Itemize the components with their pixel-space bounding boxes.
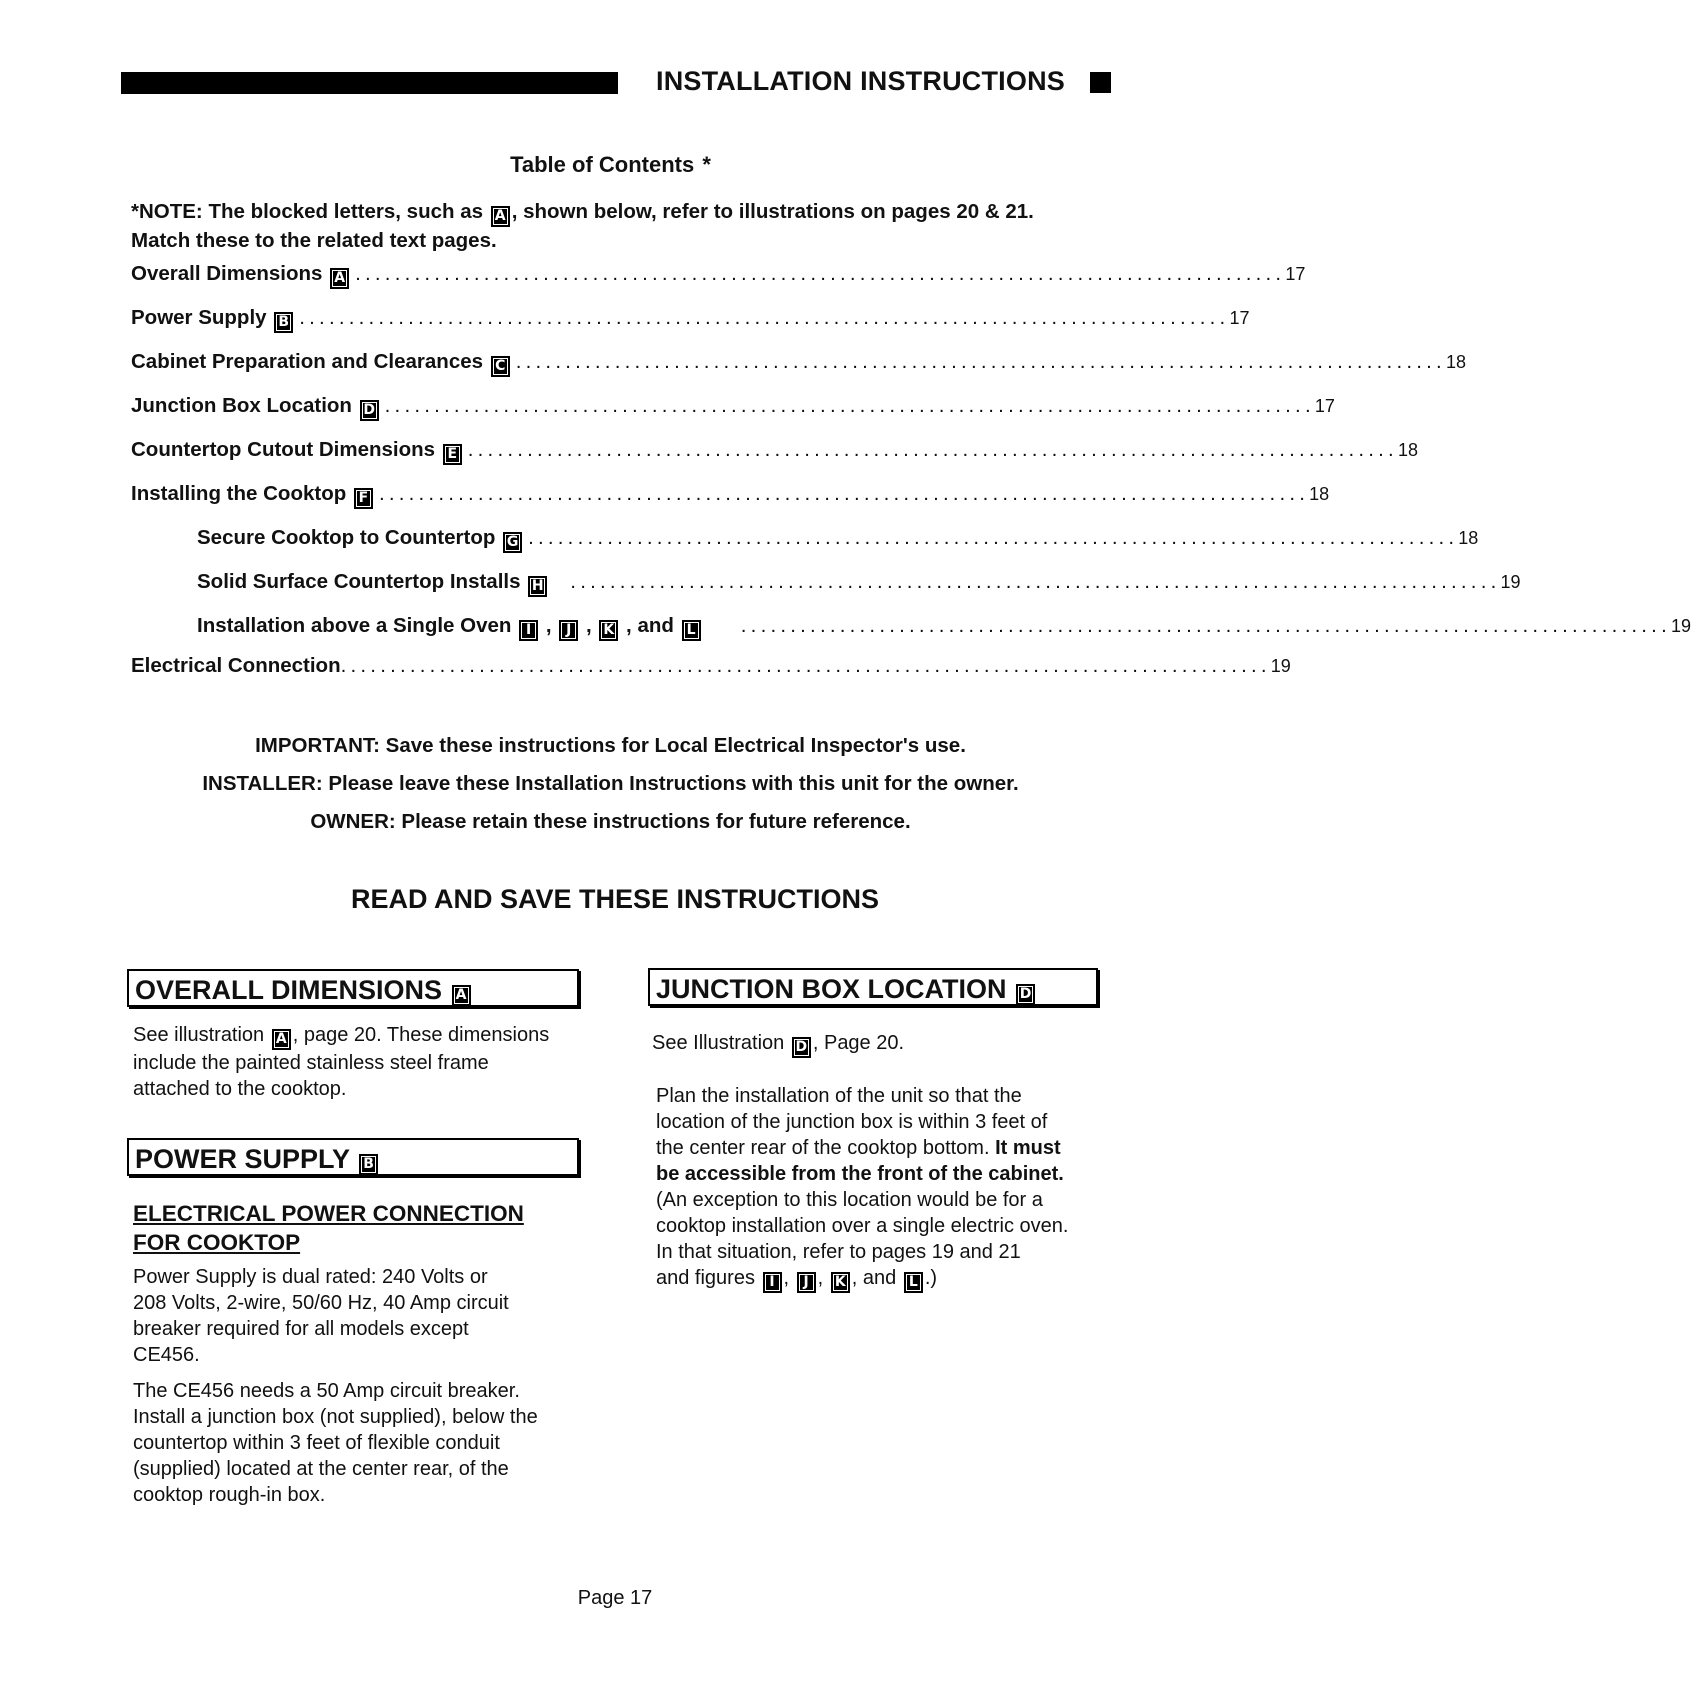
toc-entry-label: Power Supply: [131, 306, 267, 329]
owner-notice: OWNER: Please retain these instructions for future reference.: [310, 810, 911, 833]
text-line: breaker required for all models except: [133, 1318, 469, 1340]
toc-leader-dots: ..............................................................................................: [467, 438, 1398, 461]
see-suffix: , Page 20.: [812, 1032, 905, 1054]
section-title: JUNCTION BOX LOCATION: [656, 974, 1007, 1004]
block-letter-d-icon: D: [360, 400, 379, 421]
block-letter-k-icon: K: [831, 1272, 850, 1293]
text-line: cooktop installation over a single electric oven.: [656, 1215, 1069, 1237]
section-title: POWER SUPPLY: [135, 1144, 350, 1174]
toc-entry-page: 19: [1500, 572, 1521, 592]
text-line: cooktop rough-in box.: [133, 1484, 326, 1506]
note-line2: Match these to the related text pages.: [131, 229, 497, 252]
text-line: the center rear of the cooktop bottom.: [656, 1137, 990, 1159]
block-letter-i-icon: I: [519, 620, 538, 641]
toc-leader-dots: ..............................................................................................: [384, 394, 1315, 417]
toc-entry-page: 19: [1270, 656, 1291, 676]
block-letter-h-icon: H: [528, 576, 547, 597]
toc-entry-label: Solid Surface Countertop Installs: [197, 570, 521, 593]
toc-entry-page: 19: [1670, 616, 1691, 636]
text-line: (supplied) located at the center rear, of the: [133, 1458, 509, 1480]
page-title: INSTALLATION INSTRUCTIONS: [656, 66, 1065, 96]
junction-box-heading: [648, 968, 1098, 1006]
block-letter-a-icon: A: [272, 1029, 291, 1050]
toc-entry-page: 17: [1285, 264, 1306, 284]
page-number: Page 17: [577, 1587, 653, 1609]
text-line: Power Supply is dual rated: 240 Volts or: [133, 1266, 488, 1288]
junction-box-para: Plan the installation of the unit so that the location of the junction box is within 3 feet of the center rear of the cooktop bottom. It must be accessible from the front of the cabinet. (An exception to this location would be for a cooktop installation over a single electric oven. In that situation, refer to pages 19 and 21 and figures I , J , K , and L .): [656, 1083, 1126, 1293]
toc-sep: ,: [585, 614, 592, 637]
power-supply-heading: [127, 1138, 579, 1176]
toc-entry-label: Countertop Cutout Dimensions: [131, 438, 436, 461]
electrical-power-subhead: [133, 1199, 524, 1257]
block-letter-g-icon: G: [503, 532, 522, 553]
text-line1-suffix: , page 20. These dimensions: [292, 1024, 550, 1046]
junction-box-see: [652, 1030, 1112, 1058]
block-letter-a-icon: A: [452, 985, 471, 1006]
toc-leader-dots: ..............................................................................................: [740, 614, 1671, 637]
toc-entry-page: 17: [1229, 308, 1250, 328]
note-suffix: , shown below, refer to illustrations on pages 20 & 21.: [511, 200, 1034, 223]
toc-entry[interactable]: [197, 614, 1691, 644]
power-supply-para1: [133, 1264, 593, 1368]
toc-entry[interactable]: [131, 262, 1306, 292]
toc-title: [0, 152, 1191, 178]
toc-entry-page: 18: [1445, 352, 1466, 372]
toc-entry-label: Overall Dimensions: [131, 262, 323, 285]
block-letter-l-icon: L: [904, 1272, 923, 1293]
see-prefix: See Illustration: [652, 1032, 785, 1054]
toc-entry-label: Junction Box Location: [131, 394, 352, 417]
toc-entry[interactable]: [197, 526, 1479, 556]
block-letter-l-icon: L: [682, 620, 701, 641]
block-letter-j-icon: J: [797, 1272, 816, 1293]
toc-leader-dots: ..............................................................................................: [515, 350, 1446, 373]
block-letter-i-icon: I: [763, 1272, 782, 1293]
power-supply-para2: [133, 1378, 593, 1508]
important-notice: IMPORTANT: Save these instructions for Local Electrical Inspector's use.: [255, 734, 966, 757]
header-bar: [121, 72, 618, 94]
text-line2: include the painted stainless steel frame: [133, 1052, 489, 1074]
toc-entry-page: 18: [1397, 440, 1418, 460]
text-and: , and: [851, 1267, 897, 1289]
text-prefix: See illustration: [133, 1024, 265, 1046]
overall-dimensions-text: [133, 1022, 593, 1102]
toc-leader-dots: ..............................................................................................: [528, 526, 1459, 549]
toc-entry-label: Installation above a Single Oven: [197, 614, 512, 637]
block-letter-d-icon: D: [1016, 984, 1035, 1005]
section-title: OVERALL DIMENSIONS: [135, 975, 443, 1005]
block-letter-d-icon: D: [792, 1037, 811, 1058]
text-line: CE456.: [133, 1344, 200, 1366]
block-letter-c-icon: C: [491, 356, 510, 377]
text-line: 208 Volts, 2-wire, 50/60 Hz, 40 Amp circuit: [133, 1292, 509, 1314]
toc-entry-label: Installing the Cooktop: [131, 482, 347, 505]
text-line: location of the junction box is within 3 feet of: [656, 1111, 1048, 1133]
toc-leader-dots: ..............................................................................................: [378, 482, 1310, 505]
note-prefix: *NOTE: The blocked letters, such as: [131, 200, 484, 223]
toc-entry-label: Secure Cooktop to Countertop: [197, 526, 496, 549]
bold-text: It must: [995, 1137, 1061, 1159]
toc-entry-page: 18: [1458, 528, 1479, 548]
toc-entry-page: 18: [1309, 484, 1330, 504]
block-letter-b-icon: B: [274, 312, 293, 333]
toc-sep: ,: [545, 614, 552, 637]
read-save-heading: READ AND SAVE THESE INSTRUCTIONS: [350, 884, 880, 914]
text-end: .): [924, 1267, 938, 1289]
installer-notice: INSTALLER: Please leave these Installation Instructions with this unit for the owner.: [202, 772, 1019, 795]
block-letter-e-icon: E: [443, 444, 462, 465]
text-line: Plan the installation of the unit so that the: [656, 1085, 1022, 1107]
subhead-line1: ELECTRICAL POWER CONNECTION: [133, 1201, 524, 1226]
toc-title-text: Table of Contents: [510, 152, 695, 177]
text-line: countertop within 3 feet of flexible conduit: [133, 1432, 500, 1454]
toc-entry[interactable]: [131, 394, 1335, 424]
header-square-marker: [1090, 72, 1111, 93]
block-letter-f-icon: F: [354, 488, 373, 509]
toc-entry-label: Cabinet Preparation and Clearances: [131, 350, 484, 373]
text-line: and figures: [656, 1267, 755, 1289]
toc-leader-dots: ..............................................................................................: [299, 306, 1230, 329]
text-line: In that situation, refer to pages 19 and 21: [656, 1241, 1021, 1263]
toc-entry-page: 17: [1314, 396, 1335, 416]
toc-leader-dots: ..............................................................................................: [355, 262, 1286, 285]
block-letter-a-icon: A: [491, 206, 510, 227]
toc-and: , and: [626, 614, 674, 637]
toc-entry[interactable]: [197, 570, 1521, 600]
toc-entry[interactable]: [131, 482, 1330, 512]
text-line: Install a junction box (not supplied), below the: [133, 1406, 538, 1428]
subhead-line2: FOR COOKTOP: [133, 1230, 301, 1255]
text-line3: attached to the cooktop.: [133, 1078, 347, 1100]
toc-entry[interactable]: [131, 306, 1250, 336]
toc-entry-label: Electrical Connection: [131, 654, 341, 677]
overall-dimensions-heading: [127, 969, 579, 1007]
bold-text: be accessible from the front of the cabinet.: [656, 1163, 1064, 1185]
block-letter-a-icon: A: [330, 268, 349, 289]
toc-asterisk: *: [702, 152, 711, 177]
toc-entry[interactable]: [131, 350, 1466, 380]
text-line: (An exception to this location would be for a: [656, 1189, 1043, 1211]
toc-leader-dots: ..............................................................................................: [340, 654, 1271, 677]
block-letter-b-icon: B: [359, 1154, 378, 1175]
block-letter-j-icon: J: [559, 620, 578, 641]
block-letter-k-icon: K: [599, 620, 618, 641]
text-line: The CE456 needs a 50 Amp circuit breaker.: [133, 1380, 520, 1402]
toc-leader-dots: ..............................................................................................: [570, 570, 1501, 593]
toc-note: [131, 198, 1111, 254]
toc-entry[interactable]: [131, 438, 1418, 468]
toc-entry[interactable]: [131, 654, 1291, 684]
